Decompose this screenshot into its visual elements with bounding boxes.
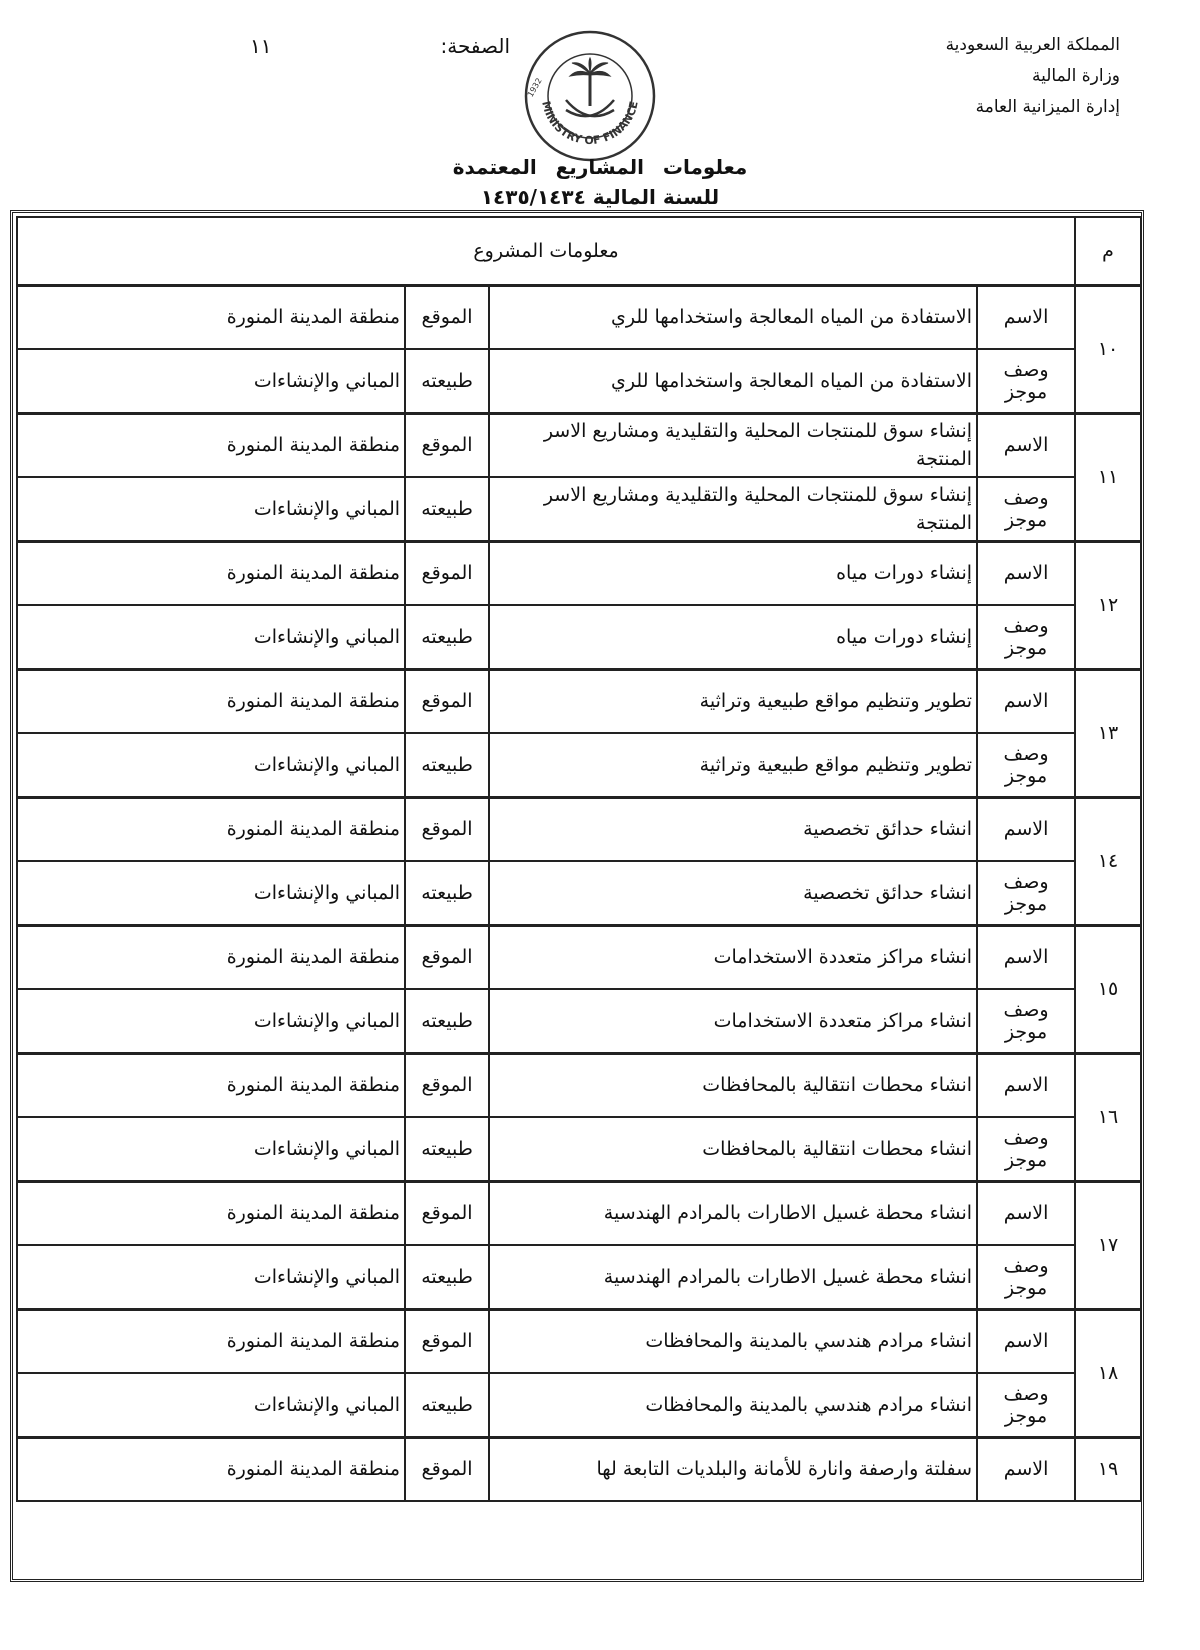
project-name-row [17, 669, 1141, 733]
project-desc-row [17, 1373, 1141, 1437]
project-desc: انشاء حدائق تخصصية [489, 861, 977, 925]
page-number: ١١ [250, 34, 272, 58]
project-desc: انشاء مرادم هندسي بالمدينة والمحافظات [489, 1373, 977, 1437]
project-number: ١٣ [1075, 669, 1141, 797]
project-name: انشاء مراكز متعددة الاستخدامات [489, 925, 977, 989]
project-location: منطقة المدينة المنورة [17, 285, 405, 349]
project-desc: الاستفادة من المياه المعالجة واستخدامها للري [489, 349, 977, 413]
project-nature: المباني والإنشاءات [17, 477, 405, 541]
location-label: الموقع [405, 285, 489, 349]
project-location: منطقة المدينة المنورة [17, 1309, 405, 1373]
location-label: الموقع [405, 1309, 489, 1373]
department-name: إدارة الميزانية العامة [975, 97, 1120, 117]
name-label: الاسم [977, 541, 1075, 605]
project-desc: إنشاء سوق للمنتجات المحلية والتقليدية ومشاريع الاسر المنتجة [489, 477, 977, 541]
project-location: منطقة المدينة المنورة [17, 541, 405, 605]
project-location: منطقة المدينة المنورة [17, 1181, 405, 1245]
project-desc-row [17, 1117, 1141, 1181]
project-name-row [17, 1181, 1141, 1245]
project-location: منطقة المدينة المنورة [17, 1053, 405, 1117]
name-label: الاسم [977, 925, 1075, 989]
nature-label: طبيعته [405, 605, 489, 669]
header-org [946, 30, 1120, 123]
project-nature: المباني والإنشاءات [17, 989, 405, 1053]
nature-label: طبيعته [405, 1117, 489, 1181]
nature-label: طبيعته [405, 733, 489, 797]
project-name: انشاء محطة غسيل الاطارات بالمرادم الهندسية [489, 1181, 977, 1245]
document-title [0, 152, 1200, 212]
desc-label: وصف موجز [977, 861, 1075, 925]
project-desc-row [17, 989, 1141, 1053]
project-name-row [17, 925, 1141, 989]
project-name: انشاء مرادم هندسي بالمدينة والمحافظات [489, 1309, 977, 1373]
seal-year: 1932 [525, 76, 544, 99]
desc-label: وصف موجز [977, 1117, 1075, 1181]
project-desc-row [17, 733, 1141, 797]
palm-icon [570, 58, 610, 106]
name-label: الاسم [977, 1309, 1075, 1373]
seal-text: MINISTRY OF FINANCE [539, 99, 641, 148]
country-name: المملكة العربية السعودية [945, 35, 1120, 55]
name-label: الاسم [977, 1181, 1075, 1245]
project-nature: المباني والإنشاءات [17, 349, 405, 413]
project-desc: انشاء محطة غسيل الاطارات بالمرادم الهندسية [489, 1245, 977, 1309]
ministry-of-finance-seal [522, 28, 658, 164]
nature-label: طبيعته [405, 1245, 489, 1309]
page-label: الصفحة: [440, 34, 510, 58]
nature-label: طبيعته [405, 989, 489, 1053]
svg-text:MINISTRY OF FINANCE [539, 100, 641, 147]
location-label: الموقع [405, 1437, 489, 1501]
project-name: إنشاء سوق للمنتجات المحلية والتقليدية ومشاريع الاسر المنتجة [489, 413, 977, 477]
project-location: منطقة المدينة المنورة [17, 413, 405, 477]
location-label: الموقع [405, 1181, 489, 1245]
project-location: منطقة المدينة المنورة [17, 669, 405, 733]
location-label: الموقع [405, 797, 489, 861]
project-name-row [17, 541, 1141, 605]
nature-label: طبيعته [405, 861, 489, 925]
name-label: الاسم [977, 285, 1075, 349]
project-name: إنشاء دورات مياه [489, 541, 977, 605]
desc-label: وصف موجز [977, 989, 1075, 1053]
name-label: الاسم [977, 669, 1075, 733]
project-desc: انشاء محطات انتقالية بالمحافظات [489, 1117, 977, 1181]
project-desc-row [17, 605, 1141, 669]
project-name: الاستفادة من المياه المعالجة واستخدامها للري [489, 285, 977, 349]
projects-table [16, 216, 1142, 1502]
project-name-row [17, 413, 1141, 477]
project-number: ١٤ [1075, 797, 1141, 925]
project-desc: انشاء مراكز متعددة الاستخدامات [489, 989, 977, 1053]
name-label: الاسم [977, 1053, 1075, 1117]
location-label: الموقع [405, 925, 489, 989]
project-name: انشاء حدائق تخصصية [489, 797, 977, 861]
name-label: الاسم [977, 797, 1075, 861]
project-name: تطوير وتنظيم مواقع طبيعية وتراثية [489, 669, 977, 733]
project-number: ١٥ [1075, 925, 1141, 1053]
project-number: ١٢ [1075, 541, 1141, 669]
project-desc-row [17, 1245, 1141, 1309]
project-desc-row [17, 861, 1141, 925]
project-number: ١٧ [1075, 1181, 1141, 1309]
project-nature: المباني والإنشاءات [17, 1373, 405, 1437]
project-desc-row [17, 477, 1141, 541]
project-number: ١٨ [1075, 1309, 1141, 1437]
desc-label: وصف موجز [977, 1373, 1075, 1437]
project-number: ١١ [1075, 413, 1141, 541]
desc-label: وصف موجز [977, 477, 1075, 541]
project-name: انشاء محطات انتقالية بالمحافظات [489, 1053, 977, 1117]
project-location: منطقة المدينة المنورة [17, 1437, 405, 1501]
location-label: الموقع [405, 669, 489, 733]
col-info-header: معلومات المشروع [17, 217, 1075, 285]
nature-label: طبيعته [405, 1373, 489, 1437]
project-name-row [17, 285, 1141, 349]
title-line1: معلومات المشاريع المعتمدة [452, 155, 748, 179]
project-desc: تطوير وتنظيم مواقع طبيعية وتراثية [489, 733, 977, 797]
name-label: الاسم [977, 413, 1075, 477]
nature-label: طبيعته [405, 349, 489, 413]
desc-label: وصف موجز [977, 349, 1075, 413]
project-number: ١٦ [1075, 1053, 1141, 1181]
title-line2: للسنة المالية ١٤٣٥/١٤٣٤ [480, 185, 720, 209]
project-desc-row [17, 349, 1141, 413]
location-label: الموقع [405, 541, 489, 605]
project-nature: المباني والإنشاءات [17, 1245, 405, 1309]
project-name-row [17, 1309, 1141, 1373]
project-number: ١٠ [1075, 285, 1141, 413]
desc-label: وصف موجز [977, 605, 1075, 669]
ministry-name: وزارة المالية [1032, 66, 1120, 86]
project-nature: المباني والإنشاءات [17, 861, 405, 925]
project-location: منطقة المدينة المنورة [17, 797, 405, 861]
project-name: سفلتة وارصفة وانارة للأمانة والبلديات التابعة لها [489, 1437, 977, 1501]
project-name-row [17, 1437, 1141, 1501]
project-location: منطقة المدينة المنورة [17, 925, 405, 989]
name-label: الاسم [977, 1437, 1075, 1501]
project-desc: إنشاء دورات مياه [489, 605, 977, 669]
project-name-row [17, 797, 1141, 861]
location-label: الموقع [405, 413, 489, 477]
desc-label: وصف موجز [977, 733, 1075, 797]
col-index-header: م [1075, 217, 1141, 285]
desc-label: وصف موجز [977, 1245, 1075, 1309]
project-number: ١٩ [1075, 1437, 1141, 1501]
project-name-row [17, 1053, 1141, 1117]
nature-label: طبيعته [405, 477, 489, 541]
location-label: الموقع [405, 1053, 489, 1117]
project-nature: المباني والإنشاءات [17, 1117, 405, 1181]
project-nature: المباني والإنشاءات [17, 733, 405, 797]
table-header-row [17, 217, 1141, 285]
project-nature: المباني والإنشاءات [17, 605, 405, 669]
